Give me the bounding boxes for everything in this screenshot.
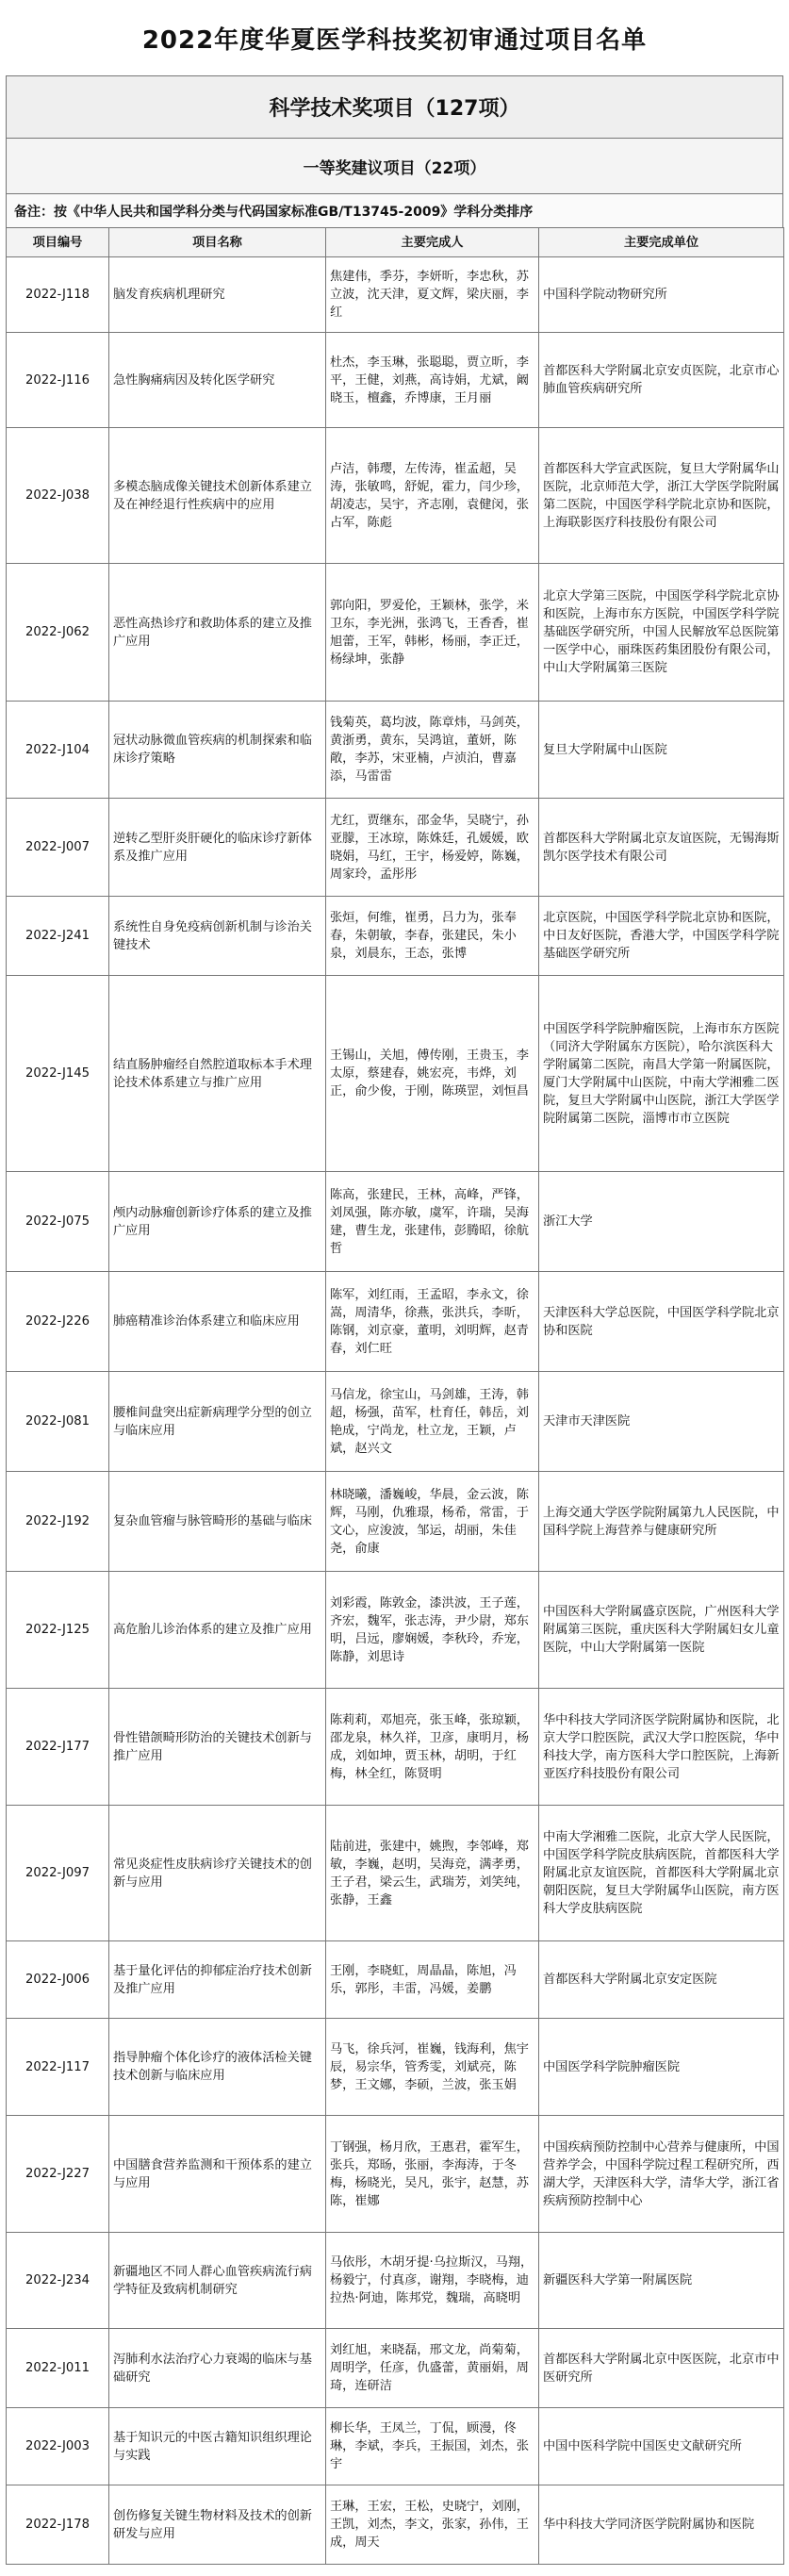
table-row [7,564,784,702]
project-code: 2022-J006 [7,1941,109,2019]
project-code: 2022-J081 [7,1372,109,1472]
table-row [7,2408,784,2485]
project-units: 新疆医科大学第一附属医院 [539,2233,784,2329]
project-people: 马信龙，徐宝山，马剑雄，王涛，韩超，杨强，苗军，杜育任，韩岳，刘艳成，宁尚龙，杜立龙，王颖，卢斌，赵兴文 [326,1372,539,1472]
project-units: 中国医科大学附属盛京医院，广州医科大学附属第三医院，重庆医科大学附属妇女儿童医院，中山大学附属第一医院 [539,1572,784,1689]
project-people: 林晓曦，潘巍峻，华晨，金云波，陈辉，马刚，仇雅璟，杨希，常雷，于文心，应浚波，邹运，胡丽，朱佳尧，俞康 [326,1472,539,1572]
table-row [7,1572,784,1689]
project-code: 2022-J075 [7,1172,109,1272]
project-name: 基于知识元的中医古籍知识组织理论与实践 [109,2408,326,2485]
project-units: 上海交通大学医学院附属第九人民医院，中国科学院上海营养与健康研究所 [539,1472,784,1572]
project-code: 2022-J062 [7,564,109,702]
project-people: 王锡山，关旭，傅传刚，王贵玉，李太原，蔡建春，姚宏亮，韦烨，刘正，俞少俊，于刚，陈瑛罡，刘恒昌 [326,976,539,1172]
project-name: 指导肿瘤个体化诊疗的液体活检关键技术创新与临床应用 [109,2019,326,2116]
project-people: 焦建伟，季芬，李妍昕，李忠秋，苏立波，沈天津，夏文辉，梁庆丽，李红 [326,257,539,333]
project-units: 中国医学科学院肿瘤医院，上海市东方医院（同济大学附属东方医院），哈尔滨医科大学附属第二医院，南昌大学第一附属医院，厦门大学附属中山医院，中南大学湘雅二医院，复旦大学附属中山医院，浙江大学医学院附属第二医院，淄博市市立医院 [539,976,784,1172]
project-name: 恶性高热诊疗和救助体系的建立及推广应用 [109,564,326,702]
table-row [7,2116,784,2233]
project-people: 卢洁，韩璎，左传涛，崔孟超，吴涛，张敏鸣，舒妮，霍力，闫少珍，胡凌志，吴宇，齐志刚，袁健闵，张占军，陈彪 [326,428,539,564]
table-row [7,1472,784,1572]
project-code: 2022-J003 [7,2408,109,2485]
table-row [7,1172,784,1272]
project-name: 高危胎儿诊治体系的建立及推广应用 [109,1572,326,1689]
classification-note: 备注：按《中华人民共和国学科分类与代码国家标准GB/T13745-2009》学科分类排序 [6,193,783,227]
table-row [7,428,784,564]
project-table [6,227,784,2565]
project-name: 颅内动脉瘤创新诊疗体系的建立及推广应用 [109,1172,326,1272]
project-name: 系统性自身免疫病创新机制与诊治关键技术 [109,897,326,976]
table-row [7,976,784,1172]
table-row [7,1689,784,1806]
project-units: 中国科学院动物研究所 [539,257,784,333]
project-code: 2022-J007 [7,799,109,897]
table-row [7,2485,784,2565]
project-name: 复杂血管瘤与脉管畸形的基础与临床 [109,1472,326,1572]
table-body [7,257,784,2565]
project-name: 冠状动脉微血管疾病的机制探索和临床诊疗策略 [109,702,326,799]
project-code: 2022-J116 [7,333,109,428]
project-code: 2022-J038 [7,428,109,564]
project-code: 2022-J226 [7,1272,109,1372]
table-row [7,2233,784,2329]
project-units: 复旦大学附属中山医院 [539,702,784,799]
header-units: 主要完成单位 [539,228,784,257]
project-people: 陈莉莉，邓旭亮，张玉峰，张琼颖，邵龙泉，林久祥，卫彦，康明月，杨成，刘如坤，贾玉林，胡明，于红梅，林全红，陈贤明 [326,1689,539,1806]
table-row [7,2329,784,2408]
table-row [7,1372,784,1472]
table-row [7,897,784,976]
project-people: 郭向阳，罗爱伦，王颖林，张学，米卫东，李光洲，张鸿飞，王香香，崔旭蕾，王军，韩彬，杨丽，李正迁，杨绿坤，张静 [326,564,539,702]
project-name: 脑发育疾病机理研究 [109,257,326,333]
project-people: 张烜，何维，崔勇，吕力为，张奉春，朱朝敏，李春，张建民，朱小泉，刘晨东，王态，张博 [326,897,539,976]
project-code: 2022-J192 [7,1472,109,1572]
project-units: 北京大学第三医院，中国医学科学院北京协和医院，上海市东方医院，中国医学科学院基础医学研究所，中国人民解放军总医院第一医学中心，丽珠医药集团股份有限公司，中山大学附属第三医院 [539,564,784,702]
project-units: 首都医科大学附属北京安贞医院，北京市心肺血管疾病研究所 [539,333,784,428]
project-people: 马依彤，木胡牙提·乌拉斯汉，马翔，杨毅宁，付真彦，谢翔，李晓梅，迪拉热·阿迪，陈邦党，魏瑞，高晓明 [326,2233,539,2329]
project-name: 泻肺利水法治疗心力衰竭的临床与基础研究 [109,2329,326,2408]
project-code: 2022-J234 [7,2233,109,2329]
project-name: 骨性错颌畸形防治的关键技术创新与推广应用 [109,1689,326,1806]
project-people: 王刚，李晓虹，周晶晶，陈旭，冯乐，郭彤，丰雷，冯媛，姜鹏 [326,1941,539,2019]
project-people: 王琳，王宏，王松，史晓宁，刘刚，王凯，刘杰，李文，张家，孙伟，王成，周天 [326,2485,539,2565]
project-name: 腰椎间盘突出症新病理学分型的创立与临床应用 [109,1372,326,1472]
project-name: 新疆地区不同人群心血管疾病流行病学特征及致病机制研究 [109,2233,326,2329]
project-code: 2022-J118 [7,257,109,333]
project-units: 首都医科大学附属北京中医医院，北京市中医研究所 [539,2329,784,2408]
project-units: 中国中医科学院中国医史文献研究所 [539,2408,784,2485]
project-people: 刘彩霞，陈敦金，漆洪波，王子莲，齐宏，魏军，张志涛，尹少尉，郑东明，吕远，廖娴媛，李秋玲，乔宠，陈静，刘思诗 [326,1572,539,1689]
header-people: 主要完成人 [326,228,539,257]
subsection-heading: 一等奖建议项目（22项） [6,138,783,193]
table-row [7,333,784,428]
project-name: 急性胸痛病因及转化医学研究 [109,333,326,428]
project-name: 基于量化评估的抑郁症治疗技术创新及推广应用 [109,1941,326,2019]
project-units: 浙江大学 [539,1172,784,1272]
table-row [7,257,784,333]
project-name: 多模态脑成像关键技术创新体系建立及在神经退行性疾病中的应用 [109,428,326,564]
project-units: 天津市天津医院 [539,1372,784,1472]
project-people: 柳长华，王凤兰，丁侃，顾漫，佟琳，李斌，李兵，王振国，刘杰，张宇 [326,2408,539,2485]
project-name: 逆转乙型肝炎肝硬化的临床诊疗新体系及推广应用 [109,799,326,897]
project-name: 结直肠肿瘤经自然腔道取标本手术理论技术体系建立与推广应用 [109,976,326,1172]
project-name: 创伤修复关键生物材料及技术的创新研发与应用 [109,2485,326,2565]
table-row [7,1941,784,2019]
table-row [7,1272,784,1372]
table-row [7,2019,784,2116]
project-units: 首都医科大学附属北京友谊医院，无锡海斯凯尔医学技术有限公司 [539,799,784,897]
project-name: 常见炎症性皮肤病诊疗关键技术的创新与应用 [109,1806,326,1941]
project-people: 杜杰，李玉琳，张聪聪，贾立昕，李平，王健，刘燕，高诗娟，尤斌，阚晓玉，檀鑫，乔博康，王月丽 [326,333,539,428]
header-code: 项目编号 [7,228,109,257]
project-units: 首都医科大学附属北京安定医院 [539,1941,784,2019]
project-units: 华中科技大学同济医学院附属协和医院 [539,2485,784,2565]
header-name: 项目名称 [109,228,326,257]
project-units: 中国医学科学院肿瘤医院 [539,2019,784,2116]
project-name: 中国膳食营养监测和干预体系的建立与应用 [109,2116,326,2233]
section-heading: 科学技术奖项目（127项） [6,75,783,138]
project-code: 2022-J178 [7,2485,109,2565]
project-code: 2022-J011 [7,2329,109,2408]
project-code: 2022-J097 [7,1806,109,1941]
project-units: 中南大学湘雅二医院，北京大学人民医院，中国医学科学院皮肤病医院，首都医科大学附属北京友谊医院，首都医科大学附属北京朝阳医院，复旦大学附属华山医院，南方医科大学皮肤病医院 [539,1806,784,1941]
project-people: 尤红，贾继东，邵金华，吴晓宁，孙亚朦，王冰琼，陈姝廷，孔媛媛，欧晓娟，马红，王宇，杨爱婷，陈巍，周家玲，孟彤彤 [326,799,539,897]
project-units: 天津医科大学总医院，中国医学科学院北京协和医院 [539,1272,784,1372]
project-units: 中国疾病预防控制中心营养与健康所，中国营养学会，中国科学院过程工程研究所，西湖大学，天津医科大学，清华大学，浙江省疾病预防控制中心 [539,2116,784,2233]
project-people: 刘红旭，来晓磊，邢文龙，尚菊菊，周明学，任彦，仇盛蕾，黄丽娟，周琦，连研洁 [326,2329,539,2408]
project-code: 2022-J177 [7,1689,109,1806]
table-row [7,702,784,799]
project-code: 2022-J241 [7,897,109,976]
project-people: 陆前进，张建中，姚煦，李邻峰，郑敏，李巍，赵明，吴海竞，满孝勇，王子君，梁云生，武瑞芳，刘笑纯，张静，王鑫 [326,1806,539,1941]
project-units: 首都医科大学宣武医院，复旦大学附属华山医院，北京师范大学，浙江大学医学院附属第二医院，中国医学科学院北京协和医院，上海联影医疗科技股份有限公司 [539,428,784,564]
table-row [7,1806,784,1941]
document-title: 2022年度华夏医学科技奖初审通过项目名单 [141,25,648,55]
project-code: 2022-J125 [7,1572,109,1689]
project-people: 丁钢强，杨月欣，王惠君，霍军生，张兵，郑旸，张丽，李海涛，于冬梅，杨晓光，吴凡，张宇，赵慧，苏陈，崔娜 [326,2116,539,2233]
project-people: 陈高，张建民，王林，高峰，严锋，刘凤强，陈亦敏，虞军，许瑞，吴海建，曹生龙，张建伟，彭腾昭，徐航哲 [326,1172,539,1272]
table-row [7,799,784,897]
project-people: 钱菊英，葛均波，陈章炜，马剑英，黄浙勇，黄东，吴鸿谊，董妍，陈敞，李苏，宋亚楠，卢浈泊，曹嘉添，马雷雷 [326,702,539,799]
project-code: 2022-J104 [7,702,109,799]
project-code: 2022-J117 [7,2019,109,2116]
project-name: 肺癌精准诊治体系建立和临床应用 [109,1272,326,1372]
project-units: 北京医院，中国医学科学院北京协和医院，中日友好医院，香港大学，中国医学科学院基础医学研究所 [539,897,784,976]
project-people: 马飞，徐兵河，崔巍，钱海利，焦宇辰，易宗华，管秀雯，刘斌亮，陈梦，王文娜，李硕，兰波，张玉娟 [326,2019,539,2116]
table-header-row [7,228,784,257]
project-code: 2022-J145 [7,976,109,1172]
project-people: 陈军，刘红雨，王孟昭，李永文，徐嵩，周清华，徐燕，张洪兵，李昕，陈钢，刘京豪，董明，刘明辉，赵青春，刘仁旺 [326,1272,539,1372]
project-code: 2022-J227 [7,2116,109,2233]
project-units: 华中科技大学同济医学院附属协和医院，北京大学口腔医院，武汉大学口腔医院，华中科技大学，南方医科大学口腔医院，上海新亚医疗科技股份有限公司 [539,1689,784,1806]
